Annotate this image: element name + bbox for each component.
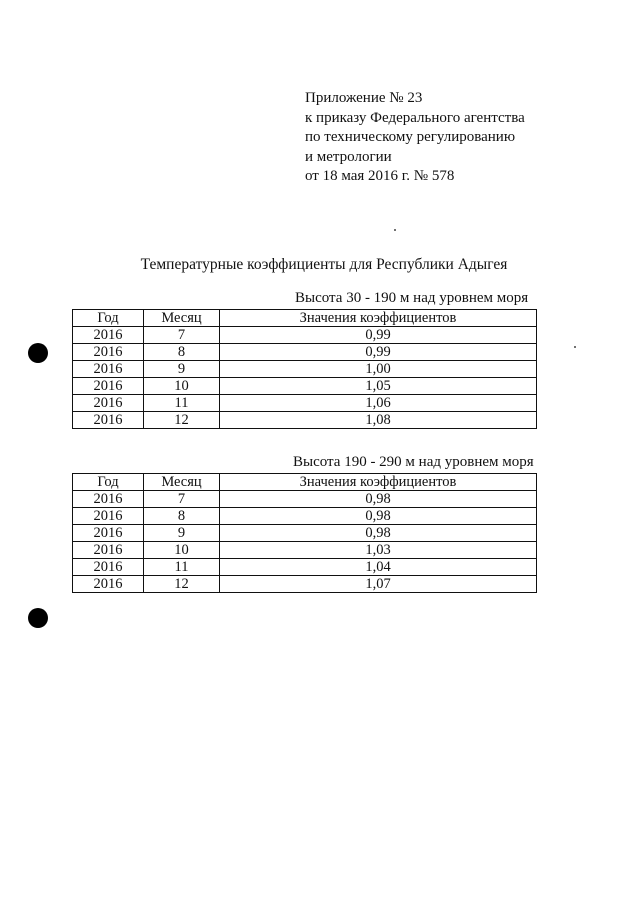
table-row — [73, 361, 537, 378]
column-header-year: Год — [73, 310, 144, 327]
cell-value: 0,99 — [220, 327, 537, 344]
cell-value: 1,00 — [220, 361, 537, 378]
scan-speck — [394, 229, 396, 231]
cell-value: 0,98 — [220, 508, 537, 525]
cell-year: 2016 — [73, 491, 144, 508]
table-row — [73, 525, 537, 542]
punch-hole-mark — [28, 608, 48, 628]
cell-value: 0,98 — [220, 491, 537, 508]
cell-month: 12 — [144, 576, 220, 593]
table-row — [73, 491, 537, 508]
cell-month: 11 — [144, 559, 220, 576]
scan-speck — [574, 346, 576, 348]
cell-value: 0,98 — [220, 525, 537, 542]
table-row — [73, 508, 537, 525]
cell-value: 1,08 — [220, 412, 537, 429]
cell-month: 11 — [144, 395, 220, 412]
document-title: Температурные коэффициенты для Республики Адыгея — [140, 256, 508, 273]
appendix-line: по техническому регулированию — [305, 129, 516, 145]
column-header-value: Значения коэффициентов — [220, 310, 537, 327]
table-header-row — [73, 310, 537, 327]
coefficients-table — [72, 309, 537, 429]
cell-value: 1,07 — [220, 576, 537, 593]
table-caption: Высота 30 - 190 м над уровнем моря — [295, 290, 529, 306]
cell-year: 2016 — [73, 327, 144, 344]
table-row — [73, 542, 537, 559]
cell-month: 7 — [144, 491, 220, 508]
table-row — [73, 395, 537, 412]
cell-month: 9 — [144, 525, 220, 542]
cell-year: 2016 — [73, 525, 144, 542]
column-header-month: Месяц — [144, 310, 220, 327]
appendix-line: и метрологии — [305, 148, 392, 165]
appendix-header — [305, 89, 525, 187]
cell-year: 2016 — [73, 378, 144, 395]
table-row — [73, 576, 537, 593]
appendix-line: к приказу Федерального агентства — [305, 109, 525, 126]
cell-value: 1,03 — [220, 542, 537, 559]
cell-month: 12 — [144, 412, 220, 429]
cell-month: 9 — [144, 361, 220, 378]
table-caption: Высота 190 - 290 м над уровнем моря — [293, 454, 534, 470]
cell-month: 8 — [144, 508, 220, 525]
appendix-line: от 18 мая 2016 г. № 578 — [305, 168, 455, 184]
table-header-row — [73, 474, 537, 491]
punch-hole-mark — [28, 343, 48, 363]
cell-year: 2016 — [73, 559, 144, 576]
cell-value: 0,99 — [220, 344, 537, 361]
table-row — [73, 327, 537, 344]
coefficients-table — [72, 473, 537, 593]
cell-year: 2016 — [73, 395, 144, 412]
cell-year: 2016 — [73, 576, 144, 593]
table-row — [73, 378, 537, 395]
cell-month: 10 — [144, 378, 220, 395]
table-row — [73, 559, 537, 576]
column-header-month: Месяц — [144, 474, 220, 491]
cell-value: 1,04 — [220, 559, 537, 576]
table-row — [73, 344, 537, 361]
cell-year: 2016 — [73, 344, 144, 361]
cell-value: 1,06 — [220, 395, 537, 412]
appendix-line: Приложение № 23 — [305, 90, 423, 106]
column-header-value: Значения коэффициентов — [220, 474, 537, 491]
cell-month: 10 — [144, 542, 220, 559]
cell-year: 2016 — [73, 361, 144, 378]
cell-month: 8 — [144, 344, 220, 361]
cell-year: 2016 — [73, 542, 144, 559]
cell-value: 1,05 — [220, 378, 537, 395]
cell-year: 2016 — [73, 508, 144, 525]
column-header-year: Год — [73, 474, 144, 491]
cell-month: 7 — [144, 327, 220, 344]
cell-year: 2016 — [73, 412, 144, 429]
table-row — [73, 412, 537, 429]
